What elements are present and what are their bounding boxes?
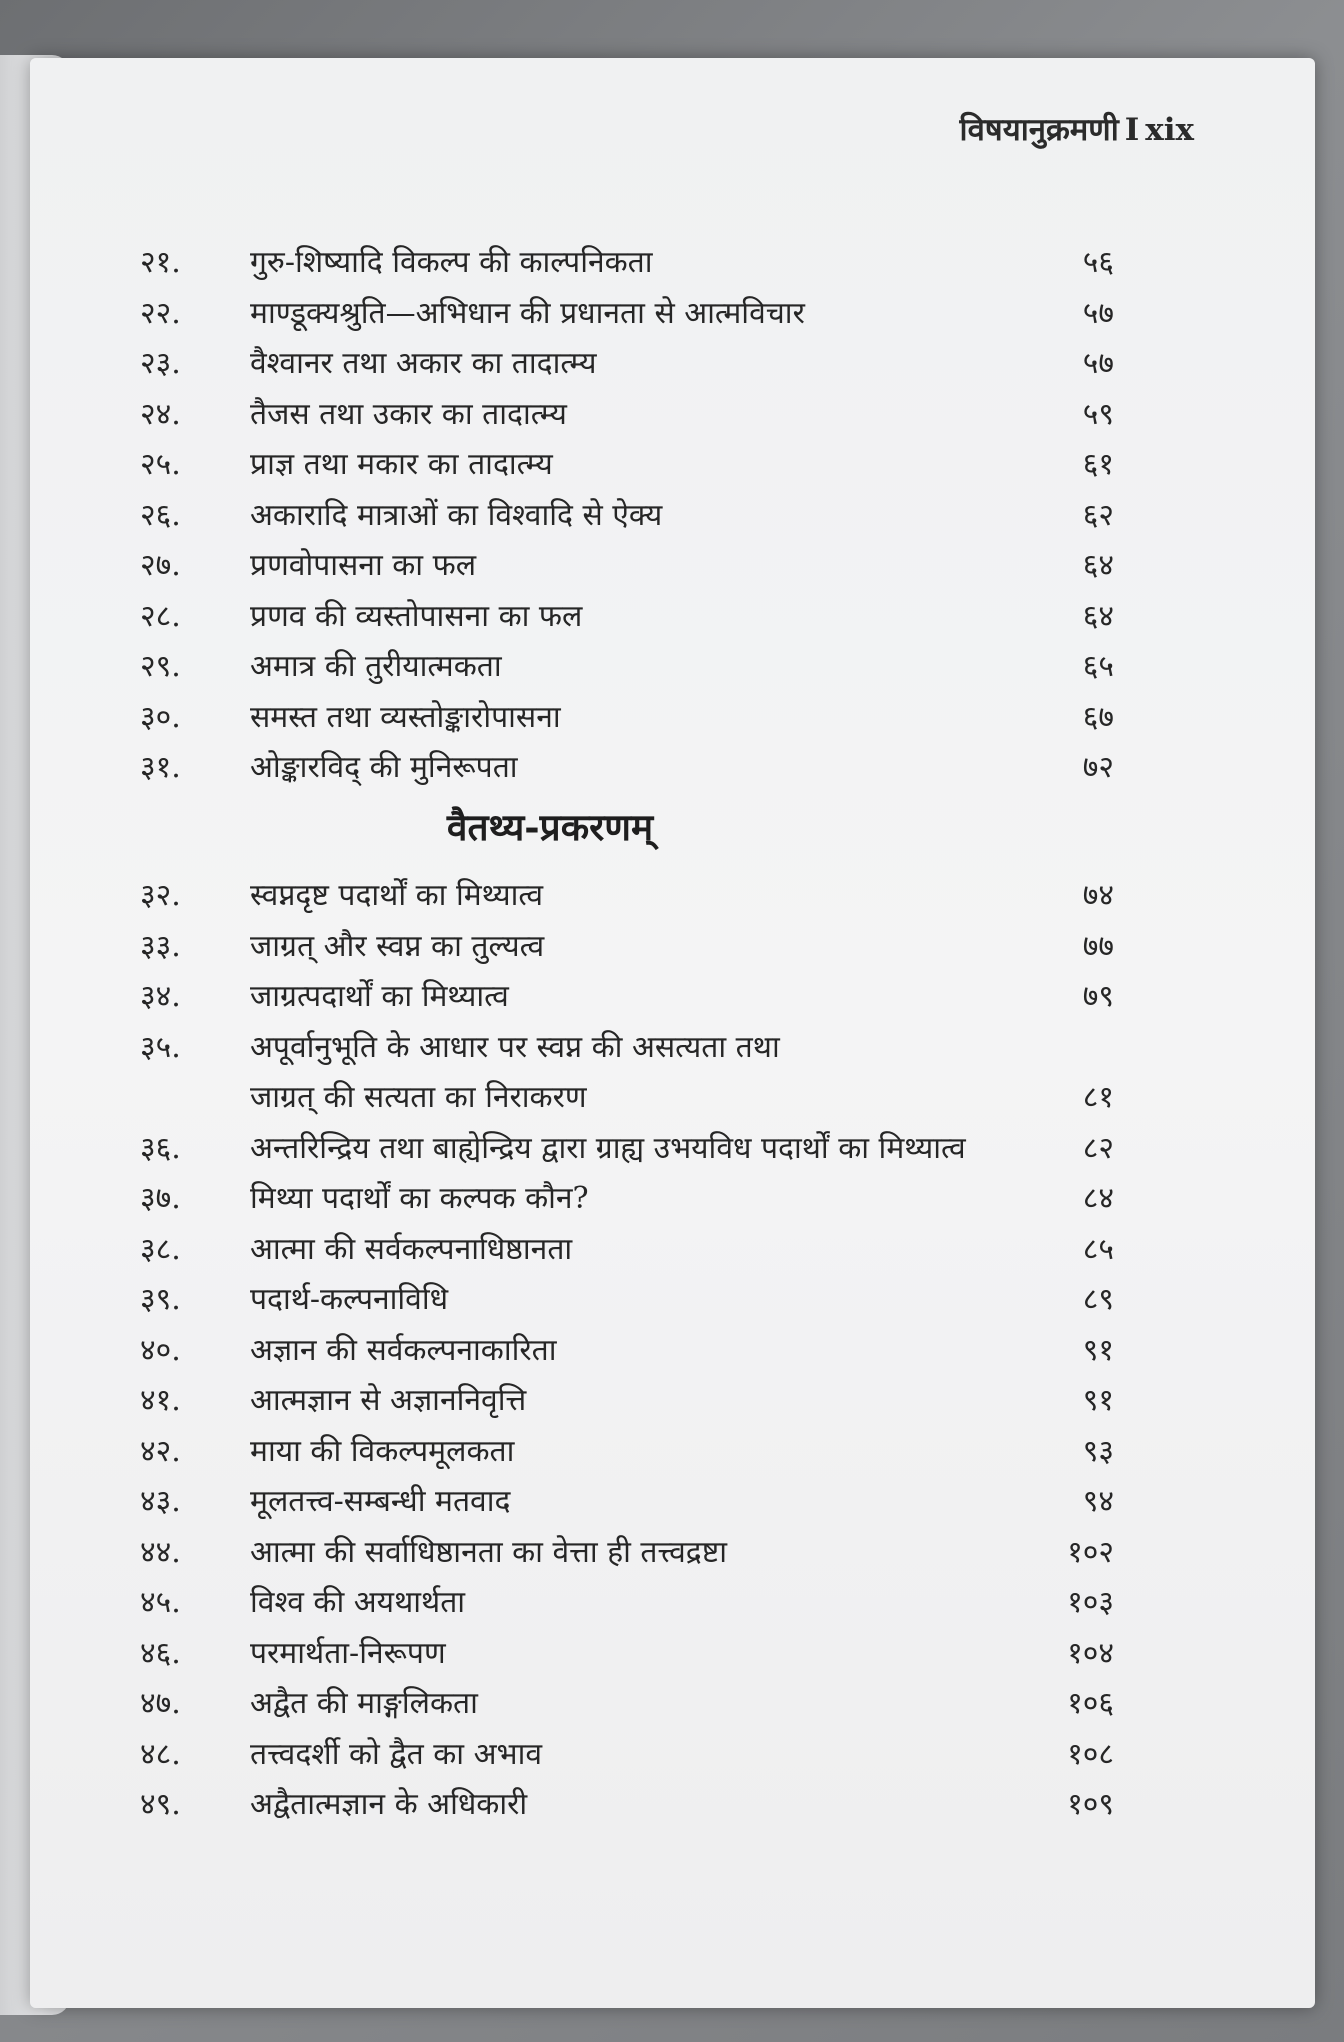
toc-entry-title: अज्ञान की सर्वकल्पनाकारिता [250,1332,557,1368]
toc-entry-number: ३०. [140,699,181,735]
toc-entry-number: २२. [140,295,181,331]
toc-entry-number: ४१. [140,1383,181,1418]
toc-entry-page: ९१ [1082,1332,1114,1368]
toc-entry-number: २६. [140,497,181,533]
toc-entry-title: आत्मज्ञान से अज्ञाननिवृत्ति [250,1383,527,1418]
toc-entry-title: मूलतत्त्व-सम्बन्धी मतवाद [250,1484,511,1519]
toc-entry-number: २७. [140,548,181,583]
toc-entry-number: ४३. [140,1484,181,1519]
toc-row [0,594,1344,642]
toc-entry-title: माया की विकल्पमूलकता [250,1433,515,1469]
toc-row [0,695,1344,743]
toc-row [0,493,1344,541]
toc-entry-number: ४५. [140,1585,181,1620]
section-heading: वैतथ्य-प्रकरणम् [446,805,654,849]
toc-entry-page: ५६ [1082,245,1114,280]
toc-entry-page: ९३ [1082,1433,1114,1469]
toc-entry-number: २८. [140,598,181,634]
toc-entry-number: ३९. [140,1282,181,1317]
toc-entry-number: ४०. [140,1332,181,1368]
toc-entry-title: अकारादि मात्राओं का विश्वादि से ऐक्य [250,497,663,533]
toc-entry-page: ५७ [1082,346,1114,381]
toc-entry-page: ५७ [1082,295,1114,331]
toc-entry-page: ६७ [1082,699,1114,735]
toc-entry-page: ७२ [1082,750,1114,785]
toc-entry-page: १०२ [1067,1534,1114,1570]
toc-entry-title: आत्मा की सर्वकल्पनाधिष्ठानता [250,1231,573,1267]
toc-entry-page: ६४ [1082,598,1114,634]
toc-row [0,644,1344,692]
toc-row [0,1227,1344,1275]
toc-entry-page: १०६ [1067,1686,1114,1721]
toc-entry-page: ८१ [1082,1080,1114,1115]
toc-entry-title: समस्त तथा व्यस्तोङ्कारोपासना [250,699,561,735]
toc-entry-page: ६५ [1082,649,1114,684]
toc-entry-title: तैजस तथा उकार का तादात्म्य [250,396,567,432]
toc-row [0,1025,1344,1073]
toc-entry-title: अद्वैत की माङ्गलिकता [250,1686,478,1721]
toc-entry-page: ८५ [1082,1231,1114,1267]
header-separator: I [1124,112,1140,148]
toc-entry-title: प्राज्ञ तथा मकार का तादात्म्य [250,447,553,482]
toc-entry-page: ९१ [1082,1383,1114,1418]
toc-entry-page: ८२ [1082,1130,1114,1166]
toc-entry-page: ७४ [1082,878,1114,913]
toc-entry-title: जाग्रत् और स्वप्न का तुल्यत्व [250,928,545,964]
toc-entry-title: जाग्रत्पदार्थों का मिथ्यात्व [250,979,509,1014]
toc-entry-number: ३१. [140,750,181,785]
toc-entry-number: ३४. [140,979,181,1014]
toc-entry-number: ३३. [140,928,181,964]
header-page-number: xix [1145,112,1194,148]
toc-entry-number: ३६. [140,1130,181,1166]
toc-entry-number: ४७. [140,1686,181,1721]
toc-entry-title: वैश्वानर तथा अकार का तादात्म्य [250,346,597,381]
toc-row [0,392,1344,440]
toc-entry-title: अमात्र की तुरीयात्मकता [250,649,502,684]
toc-entry-number: २५. [140,447,181,482]
toc-row [0,1631,1344,1679]
toc-entry-page: ८९ [1082,1282,1114,1317]
toc-row [0,873,1344,921]
toc-row [0,1176,1344,1224]
toc-entry-title: पदार्थ-कल्पनाविधि [250,1282,449,1317]
toc-entry-title: अद्वैतात्मज्ञान के अधिकारी [250,1787,528,1822]
toc-entry-page: ७९ [1082,979,1114,1014]
toc-row [0,1530,1344,1578]
toc-row [0,1429,1344,1477]
toc-row [0,1580,1344,1628]
toc-entry-page: ६४ [1082,548,1114,583]
toc-entry-page: ५९ [1082,396,1114,432]
toc-entry-page: १०९ [1067,1787,1114,1822]
toc-row [0,1378,1344,1426]
toc-row [0,1681,1344,1729]
toc-entry-page: ९४ [1082,1484,1114,1519]
toc-row [0,1126,1344,1174]
toc-entry-number: ४६. [140,1635,181,1671]
toc-entry-number: २९. [140,649,181,684]
toc-entry-page: १०३ [1067,1585,1114,1620]
toc-entry-page: ८४ [1082,1181,1114,1216]
toc-entry-page: १०८ [1067,1736,1114,1772]
toc-entry-title: प्रणवोपासना का फल [250,548,477,583]
toc-row [0,341,1344,389]
toc-row [0,1277,1344,1325]
toc-entry-number: ४४. [140,1534,181,1570]
toc-row [0,1328,1344,1376]
toc-entry-title: परमार्थता-निरूपण [250,1635,446,1671]
toc-entry-page: ६२ [1082,497,1114,533]
toc-entry-page: ७७ [1082,928,1114,964]
toc-entry-title: विश्व की अयथार्थता [250,1585,466,1620]
toc-entry-title: प्रणव की व्यस्तोपासना का फल [250,598,583,634]
toc-entry-title: माण्डूक्यश्रुति—अभिधान की प्रधानता से आत्मविचार [250,295,805,331]
toc-row [0,543,1344,591]
toc-entry-title: गुरु-शिष्यादि विकल्प की काल्पनिकता [250,245,653,280]
toc-entry-number: ३८. [140,1231,181,1267]
toc-entry-title: स्वप्नदृष्ट पदार्थों का मिथ्यात्व [250,878,544,913]
toc-entry-number: ४९. [140,1787,181,1822]
toc-entry-title: अन्तरिन्द्रिय तथा बाह्येन्द्रिय द्वारा ग्राह्य उभयविध पदार्थों का मिथ्यात्व [250,1130,966,1166]
toc-entry-page: १०४ [1067,1635,1114,1671]
page-header [960,108,1194,150]
toc-entry-page: ६१ [1082,447,1114,482]
toc-entry-title: जाग्रत् की सत्यता का निराकरण [250,1080,587,1115]
toc-row [0,1075,1344,1123]
toc-entry-number: २१. [140,245,181,280]
toc-row [0,291,1344,339]
toc-entry-number: ३७. [140,1181,181,1216]
toc-row [0,1782,1344,1830]
toc-row [0,745,1344,793]
toc-entry-number: ३५. [140,1029,181,1065]
toc-row [0,240,1344,288]
toc-row [0,1732,1344,1780]
toc-entry-number: २४. [140,396,181,432]
toc-entry-number: २३. [140,346,181,381]
toc-entry-title: ओङ्कारविद् की मुनिरूपता [250,750,518,785]
toc-row [0,1479,1344,1527]
toc-entry-title: तत्त्वदर्शी को द्वैत का अभाव [250,1736,543,1772]
toc-entry-number: ४२. [140,1433,181,1469]
toc-row [0,924,1344,972]
toc-entry-title: आत्मा की सर्वाधिष्ठानता का वेत्ता ही तत्त्वद्रष्टा [250,1534,728,1570]
header-title: विषयानुक्रमणी [959,112,1119,148]
toc-entry-title: अपूर्वानुभूति के आधार पर स्वप्न की असत्यता तथा [250,1029,780,1065]
toc-entry-number: ४८. [140,1736,181,1772]
toc-entry-number: ३२. [140,878,181,913]
toc-row [0,974,1344,1022]
toc-entry-title: मिथ्या पदार्थों का कल्पक कौन? [250,1181,589,1216]
toc-row [0,442,1344,490]
